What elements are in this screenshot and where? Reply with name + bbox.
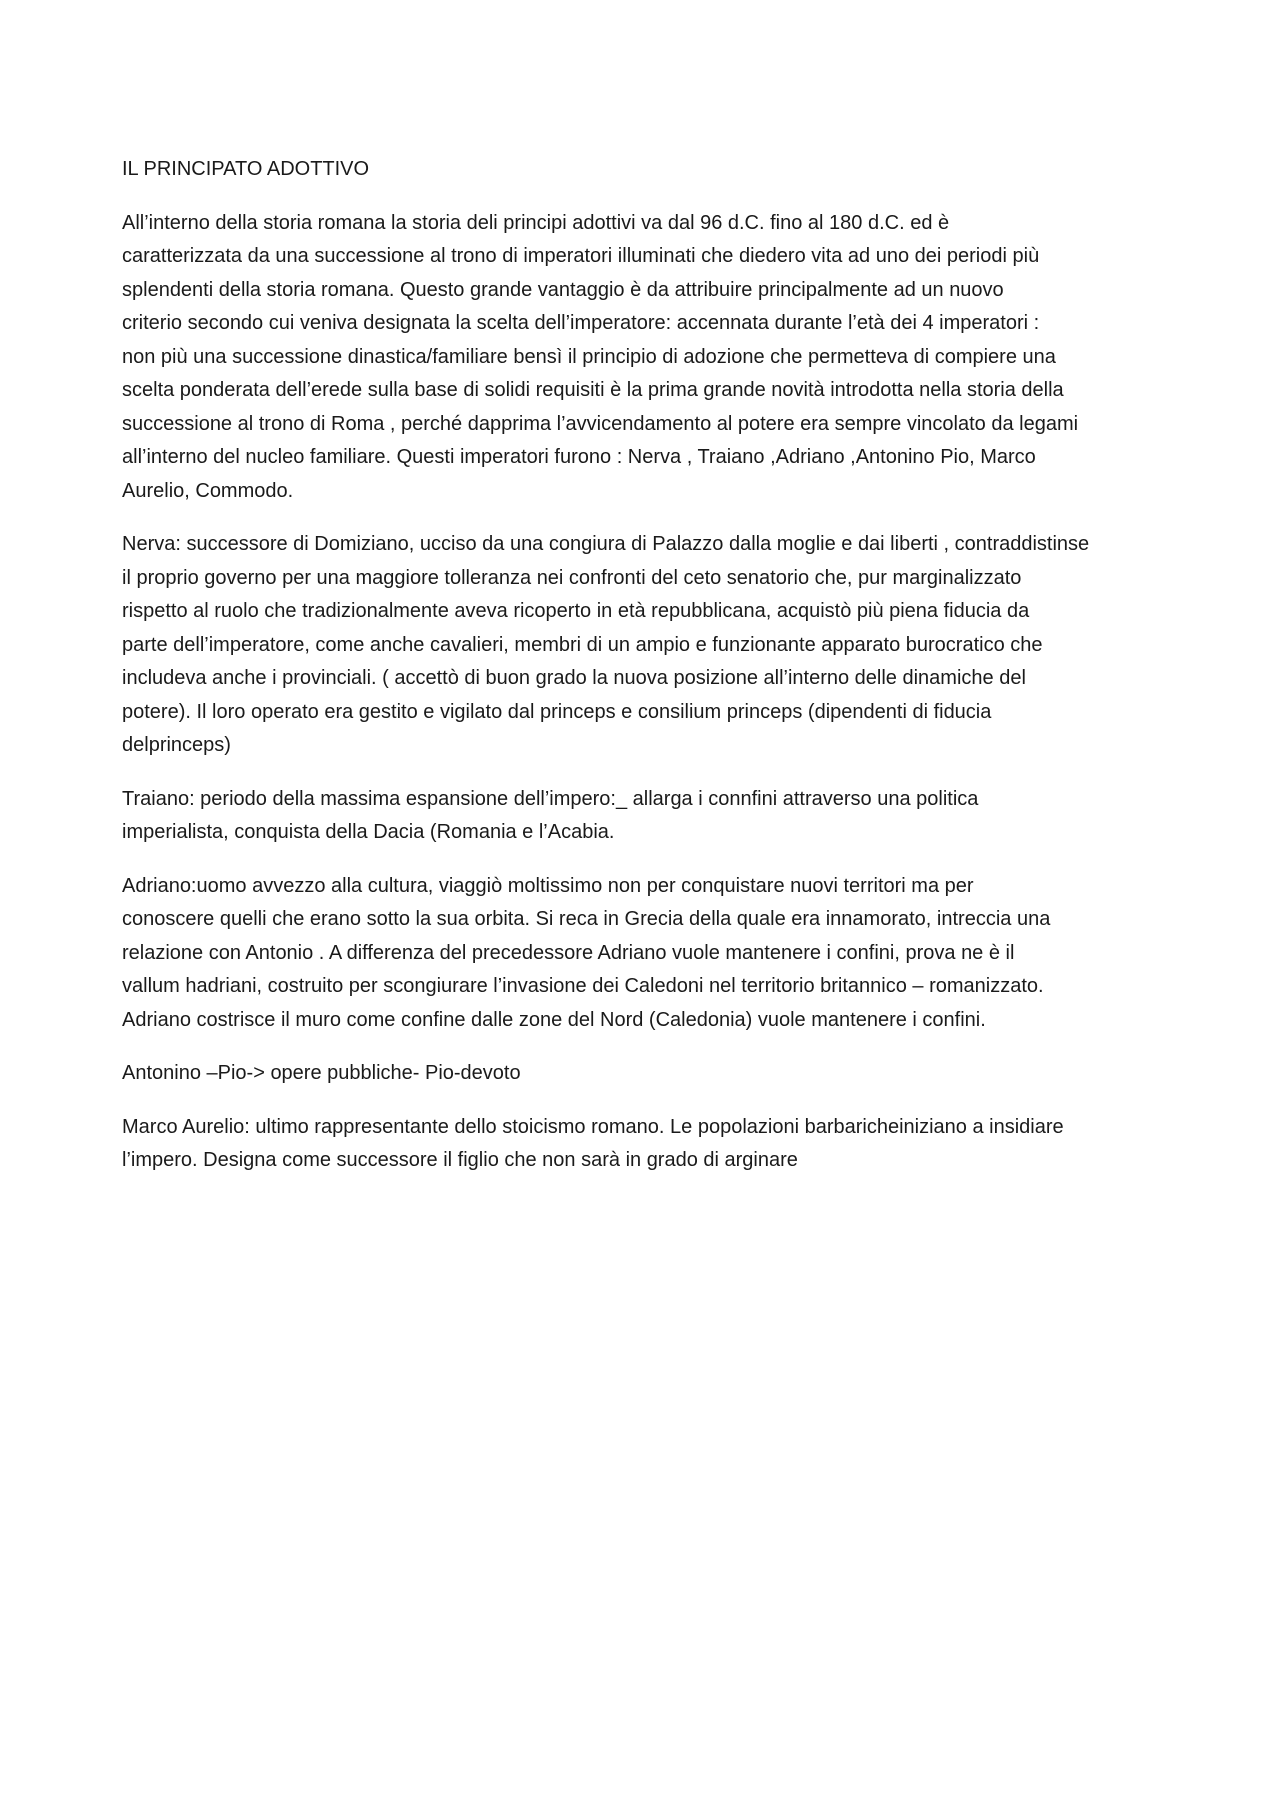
text-line: includeva anche i provinciali. ( accettò di buon grado la nuova posizione all’interno delle dinamiche del	[122, 667, 1026, 689]
paragraph-nerva	[122, 528, 1167, 763]
text-line: Aurelio, Commodo.	[122, 479, 294, 502]
document-title: IL PRINCIPATO ADOTTIVO	[122, 158, 370, 180]
text-line: splendenti della storia romana. Questo grande vantaggio è da attribuire principalmente ad un nuovo	[122, 278, 1004, 301]
text-line: rispetto al ruolo che tradizionalmente aveva ricoperto in età repubblicana, acquistò più piena fiducia da	[122, 600, 1030, 622]
text-line: Adriano costrisce il muro come confine dalle zone del Nord (Caledonia) vuole mantenere i confini.	[122, 1008, 986, 1031]
text-line: All’interno della storia romana la storia deli principi adottivi va dal 96 d.C. fino al 180 d.C. ed è	[122, 211, 950, 234]
text-line: parte dell’imperatore, come anche cavalieri, membri di un ampio e funzionante apparato burocratico che	[122, 633, 1043, 656]
text-line: Antonino –Pio-> opere pubbliche- Pio-devoto	[122, 1062, 521, 1084]
text-line: Nerva: successore di Domiziano, ucciso da una congiura di Palazzo dalla moglie e dai liberti , contraddistinse	[122, 533, 1090, 555]
paragraph-intro	[122, 207, 1167, 509]
text-line: l’impero. Designa come successore il figlio che non sarà in grado di arginare	[122, 1149, 798, 1171]
text-line: imperialista, conquista della Dacia (Romania e l’Acabia.	[122, 821, 615, 843]
paragraph-antonino	[122, 1057, 1167, 1091]
text-line: conoscere quelli che erano sotto la sua orbita. Si reca in Grecia della quale era innamorato, intreccia una	[122, 908, 1051, 930]
text-line: il proprio governo per una maggiore tolleranza nei confronti del ceto senatorio che, pur marginalizzato	[122, 566, 1022, 589]
text-line: all’interno del nucleo familiare. Questi imperatori furono : Nerva , Traiano ,Adriano ,Antonino Pio, Marco	[122, 446, 1036, 468]
text-line: successione al trono di Roma , perché dapprima l’avvicendamento al potere era sempre vincolato da legami	[122, 412, 1079, 435]
text-line: caratterizzata da una successione al trono di imperatori illuminati che diedero vita ad uno dei periodi più	[122, 245, 1040, 267]
text-line: vallum hadriani, costruito per scongiurare l’invasione dei Caledoni nel territorio britannico – romanizzato.	[122, 975, 1044, 997]
text-line: scelta ponderata dell’erede sulla base di solidi requisiti è la prima grande novità introdotta nella storia della	[122, 379, 1064, 401]
text-line: delprinceps)	[122, 734, 231, 756]
text-line: Marco Aurelio: ultimo rappresentante dello stoicismo romano. Le popolazioni barbaricheiniziano a insidiare	[122, 1115, 1064, 1138]
text-line: Traiano: periodo della massima espansione dell’impero:_ allarga i connfini attraverso una politica	[122, 787, 979, 810]
paragraph-traiano	[122, 783, 1167, 850]
text-line: non più una successione dinastica/familiare bensì il principio di adozione che permetteva di compiere una	[122, 345, 1056, 368]
paragraph-marco-aurelio	[122, 1111, 1167, 1178]
text-line: potere). Il loro operato era gestito e vigilato dal princeps e consilium princeps (dipendenti di fiducia	[122, 700, 992, 723]
document-body	[122, 153, 1167, 1198]
text-line: criterio secondo cui veniva designata la scelta dell’imperatore: accennata durante l’età dei 4 imperatori :	[122, 312, 1040, 334]
paragraph-adriano	[122, 870, 1167, 1038]
text-line: relazione con Antonio . A differenza del precedessore Adriano vuole mantenere i confini, prova ne è il	[122, 941, 1015, 964]
text-line: Adriano:uomo avvezzo alla cultura, viaggiò moltissimo non per conquistare nuovi territori ma per	[122, 874, 974, 897]
